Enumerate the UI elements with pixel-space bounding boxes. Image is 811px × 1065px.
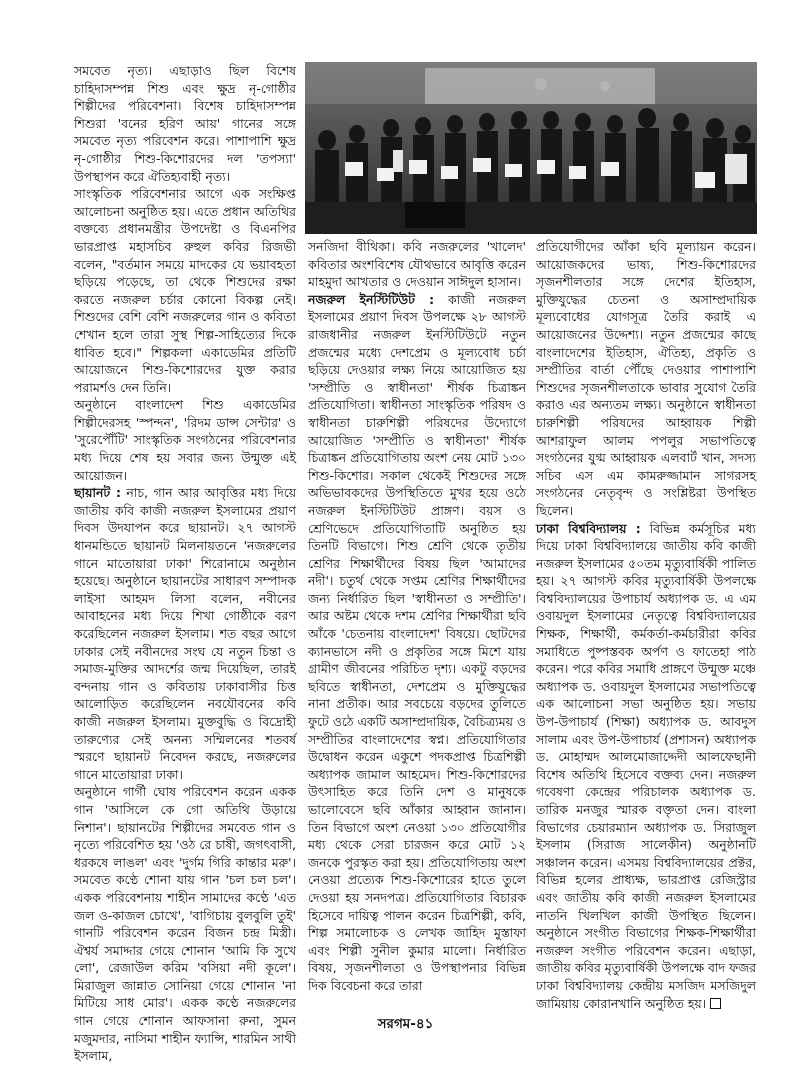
paragraph: সমবেত নৃত্য। এছাড়াও ছিল বিশেষ চাহিদাসম্পন্ন শিশু এবং ক্ষুদ্র নৃ-গোষ্ঠীর শিল্পীদের পরিবেশনা। বিশেষ চাহিদাসম্পন্ন শিশুরা 'বনের হরিণ আয়' গানের সঙ্গে সমবেত নৃত্য পরিবেশন করে। পাশাপাশি ক্ষুদ্র নৃ-গোষ্ঠীর শিশু-কিশোরদের দল 'তপস্যা' উপস্থাপন করে ঐতিহ্যবাহী নৃত্য। xyxy=(74,63,296,184)
paragraph xyxy=(74,484,296,783)
paragraph-body: বিভিন্ন কর্মসূচির মধ্য দিয়ে ঢাকা বিশ্ববিদ্যালয়ে জাতীয় কবি কাজী নজরুল ইসলামের ৫০তম মৃত্যুবার্ষিকী পালিত হয়। ২৭ আগস্ট কবির মৃত্যুবার্ষিকী উপলক্ষে বিশ্ববিদ্যালয়ের উপাচার্য অধ্যাপক ড. এ এম ওবায়দুল ইসলামের নেতৃত্বে বিশ্ববিদ্যালয়ের শিক্ষক, শিক্ষার্থী, কর্মকর্তা-কর্মচারীরা কবির সমাধিতে পুষ্পস্তবক অর্পণ ও ফাতেহা পাঠ করেন। পরে কবির সমাধি প্রাঙ্গণে উন্মুক্ত মঞ্চে অধ্যাপক ড. ওবায়দুল ইসলামের সভাপতিত্বে এক আলোচনা সভা অনুষ্ঠিত হয়। সভায় উপ-উপাচার্য (শিক্ষা) অধ্যাপক ড. আবদুস সালাম এবং উপ-উপাচার্য (প্রশাসন) অধ্যাপক ড. মোহাম্মদ আলমোজাদ্দেদী আলফেছানী বিশেষ অতিথি হিসেবে বক্তব্য দেন। নজরুল গবেষণা কেন্দ্রের পরিচালক অধ্যাপক ড. তারিক মনজুর স্মারক বক্তৃতা দেন। বাংলা বিভাগের চেয়ারম্যান অধ্যাপক ড. সিরাজুল ইসলাম (সিরাজ সালেকীন) অনুষ্ঠানটি সঞ্চালন করেন। এসময় বিশ্ববিদ্যালয়ের প্রক্টর, বিভিন্ন হলের প্রাধ্যক্ষ, ভারপ্রাপ্ত রেজিস্ট্রার এবং জাতীয় কবি কাজী নজরুল ইসলামের নাতনি খিলখিল কাজী উপস্থিত ছিলেন। অনুষ্ঠানে সংগীত বিভাগের শিক্ষক-শিক্ষার্থীরা নজরুল সংগীত পরিবেশন করেন। এছাড়া, জাতীয় কবির মৃত্যুবার্ষিকী উপলক্ষে বাদ ফজর ঢাকা বিশ্ববিদ্যালয় কেন্দ্রীয় মসজিদ মসজিদুল জামিয়ায় কোরানখানি অনুষ্ঠিত হয়। xyxy=(536,520,756,1011)
column-2 xyxy=(308,238,526,993)
section-heading-chhayanaut: ছায়ানট : xyxy=(74,485,121,501)
paragraph: অনুষ্ঠানে বাংলাদেশ শিশু একাডেমির শিল্পীদেরসহ 'স্পন্দন', 'রিদম ডান্স সেন্টার' ও 'সুরেপৌঁটি' সাংস্কৃতিক সংগঠনের পরিবেশনার মধ্য দিয়ে শেষ হয় সবার জন্য উন্মুক্ত এই আয়োজন। xyxy=(74,397,296,483)
column-3 xyxy=(536,238,756,1011)
paragraph-body: কাজী নজরুল ইসলামের প্রয়াণ দিবস উপলক্ষে ২৮ আগস্ট রাজধানীর নজরুল ইনস্টিটিউটে নতুন প্রজন্মের মধ্যে দেশপ্রেম ও মূল্যবোধ চর্চা ছড়িয়ে দেওয়ার লক্ষ্য নিয়ে আয়োজিত হয় 'সম্প্রীতি ও স্বাধীনতা' শীর্ষক চিত্রাঙ্কন প্রতিযোগিতা। স্বাধীনতা সাংস্কৃতিক পরিষদ ও স্বাধীনতা চারুশিল্পী পরিষদের উদ্যোগে আয়োজিত 'সম্প্রীতি ও স্বাধীনতা' শীর্ষক চিত্রাঙ্কন প্রতিযোগিতায় অংশ নেয় মোট ১৩০ শিশু-কিশোর। সকাল থেকেই শিশুদের সঙ্গে অভিভাবকদের উপস্থিতিতে মুখর হয়ে ওঠে নজরুল ইনস্টিটিউট প্রাঙ্গণ। বয়স ও শ্রেণিভেদে প্রতিযোগিতাটি অনুষ্ঠিত হয় তিনটি বিভাগে। শিশু শ্রেণি থেকে তৃতীয় শ্রেণির শিক্ষার্থীদের বিষয় ছিল 'আমাদের নদী'। চতুর্থ থেকে সপ্তম শ্রেণির শিক্ষার্থীদের জন্য নির্ধারিত ছিল 'স্বাধীনতা ও সম্প্রীতি'। আর অষ্টম থেকে দশম শ্রেণির শিক্ষার্থীরা ছবি আঁকে 'চেতনায় বাংলাদেশ' বিষয়ে। ছোটদের ক্যানভাসে নদী ও প্রকৃতির সঙ্গে মিশে যায় গ্রামীণ জীবনের পরিচিত দৃশ্য। একটু বড়দের ছবিতে স্বাধীনতা, দেশপ্রেম ও মুক্তিযুদ্ধের নানা প্রতীক। আর সবচেয়ে বড়দের তুলিতে ফুটে ওঠে একটি অসাম্প্রদায়িক, বৈচিত্র্যময় ও সম্প্রীতির বাংলাদেশের স্বপ্ন। প্রতিযোগিতার উদ্বোধন করেন একুশে পদকপ্রাপ্ত চিত্রশিল্পী অধ্যাপক জামাল আহমেদ। শিশু-কিশোরদের উৎসাহিত করে তিনি দেশ ও মানুষকে ভালোবেসে ছবি আঁকার আহ্বান জানান। তিন বিভাগে অংশ নেওয়া ১৩০ প্রতিযোগীর মধ্য থেকে সেরা চারজন করে মোট ১২ জনকে পুরস্কৃত করা হয়। প্রতিযোগিতায় অংশ নেওয়া প্রত্যেক শিশু-কিশোরের হাতে তুলে দেওয়া হয় সনদপত্র। প্রতিযোগিতার বিচারক হিসেবে দায়িত্ব পালন করেন চিত্রশিল্পী, কবি, শিল্প সমালোচক ও লেখক জাহিদ মুস্তাফা এবং শিল্পী সুনীল কুমার মালো। নির্ধারিত বিষয়, সৃজনশীলতা ও উপস্থাপনার বিভিন্ন দিক বিবেচনা করে তারা xyxy=(308,291,526,993)
paragraph: সাংস্কৃতিক পরিবেশনার আগে এক সংক্ষিপ্ত আলোচনা অনুষ্ঠিত হয়। এতে প্রধান অতিথির বক্তব্যে প্রধানমন্ত্রীর উপদেষ্টা ও বিএনপির ভারপ্রাপ্ত মহাসচিব রুহুল কবির রিজভী বলেন, "বর্তমান সময়ে মাদকের যে ভয়াবহতা ছড়িয়ে পড়েছে, তা থেকে শিশুদের রক্ষা করতে নজরুল চর্চার কোনো বিকল্প নেই। শিশুদের বেশি বেশি নজরুলের গান ও কবিতা শেখান হলে তারা সুস্থ শিল্প-সাহিত্যের দিকে ধাবিত হবে।" শিল্পকলা একাডেমির প্রতিটি আয়োজনে শিশু-কিশোরদের যুক্ত করার পরামর্শও দেন তিনি। xyxy=(74,186,296,395)
section-heading-nazrul-institute: নজরুল ইনস্টিটিউট : xyxy=(308,291,435,307)
paragraph-body: নাচ, গান আর আবৃত্তির মধ্য দিয়ে জাতীয় কবি কাজী নজরুল ইসলামের প্রয়াণ দিবস উদযাপন করে ছায়ানট। ২৭ আগস্ট ধানমন্ডিতে ছায়ানট মিলনায়তনে 'নজরুলের গানে মাতোয়ারা ঢাকা' শিরোনামে অনুষ্ঠান হয়েছে। অনুষ্ঠানে ছায়ানটের সাধারণ সম্পাদক লাইসা আহমদ লিসা বলেন, নবীনের আবাহনের মধ্য দিয়ে শিখা গোষ্ঠীকে বরণ করেছিলেন নজরুল ইসলাম। শত বছর আগে ঢাকার সেই নবীনদের সংঘ যে নতুন চিন্তা ও সমাজ-মুক্তির আদর্শের জন্ম দিয়েছিল, তারই বন্দনায় গান ও কবিতায় ঢাকাবাসীর চিত্ত আলোড়িত করেছিলেন নবযৌবনের কবি কাজী নজরুল ইসলাম। মুক্তবুদ্ধি ও বিদ্রোহী তারুণ্যের সেই অনন্য সম্মিলনের শতবর্ষ স্মরণে ছায়ানট নিবেদন করছে, নজরুলের গানে মাতোয়ারা ঢাকা। xyxy=(74,485,296,782)
paragraph: অনুষ্ঠানে গার্গী ঘোষ পরিবেশন করেন একক গান 'আসিলে কে গো অতিথি উড়ায়ে নিশান'। ছায়ানটের শিল্পীদের সমবেত গান ও নৃত্যে পরিবেশিত হয় 'ওঠ রে চাষী, জগৎবাসী, ধরকষে লাঙল' এবং 'দুর্গম গিরি কান্তার মরু'। সমবেত কণ্ঠে শোনা যায় গান 'চল চল চল'। একক পরিবেশনায় শাহীন সামাদের কণ্ঠে 'এত জল ও-কাজল চোখে', 'বাগিচায় বুলবুলি তুই' গানটি পরিবেশন করেন বিজন চন্দ্র মিস্ত্রী। ঐশ্বর্য সমাদ্দার গেয়ে শোনান 'আমি কি সুখে লো', রেজাউল করিম 'বসিয়া নদী কূলে'। মিরাজুল জান্নাত সোনিয়া গেয়ে শোনান 'না মিটিয়ে সাধ মোর'। একক কণ্ঠে নজরুলের গান গেয়ে শোনান আফসানা রুনা, সুমন মজুমদার, নাসিমা শাহীন ফ্যান্সি, শারমিন সাথী ইসলাম, xyxy=(74,784,296,1064)
section-heading-dhaka-university: ঢাকা বিশ্ববিদ্যালয় : xyxy=(536,520,641,536)
event-photo-illustration xyxy=(305,62,757,234)
page-number: সরগম-৪১ xyxy=(377,1016,434,1032)
paragraph: সনজিদা বীথিকা। কবি নজরুলের 'খালেদ' কবিতার অংশবিশেষ যৌথভাবে আবৃত্তি করেন মাহমুদা আখতার ও দেওয়ান সাঈদুল হাসান। xyxy=(308,239,526,290)
column-1 xyxy=(74,62,296,1064)
event-photo xyxy=(305,62,757,234)
end-of-article-icon xyxy=(710,998,721,1009)
paragraph: প্রতিযোগীদের আঁকা ছবি মূল্যায়ন করেন। আয়োজকদের ভাষ্য, শিশু-কিশোরদের সৃজনশীলতার সঙ্গে দেশের ইতিহাস, মুক্তিযুদ্ধের চেতনা ও অসাম্প্রদায়িক মূল্যবোধের যোগসূত্র তৈরি করাই এ আয়োজনের উদ্দেশ্য। নতুন প্রজন্মের কাছে বাংলাদেশের ইতিহাস, ঐতিহ্য, প্রকৃতি ও সম্প্রীতির বার্তা পৌঁছে দেওয়ার পাশাপাশি শিশুদের সৃজনশীলতাকে ভাবার সুযোগ তৈরি করাও এর অন্যতম লক্ষ্য। অনুষ্ঠানে স্বাধীনতা চারুশিল্পী পরিষদের আহ্বায়ক শিল্পী আশরাফুল আলম পপলুর সভাপতিত্বে সংগঠনের যুগ্ম আহ্বায়ক এলবার্ট খান, সদস্য সচিব এস এম কামরুজ্জামান সাগরসহ সংগঠনের নেতৃবৃন্দ ও সংশ্লিষ্টরা উপস্থিত ছিলেন। xyxy=(536,239,756,518)
paragraph xyxy=(536,520,756,1013)
paragraph xyxy=(308,291,526,995)
